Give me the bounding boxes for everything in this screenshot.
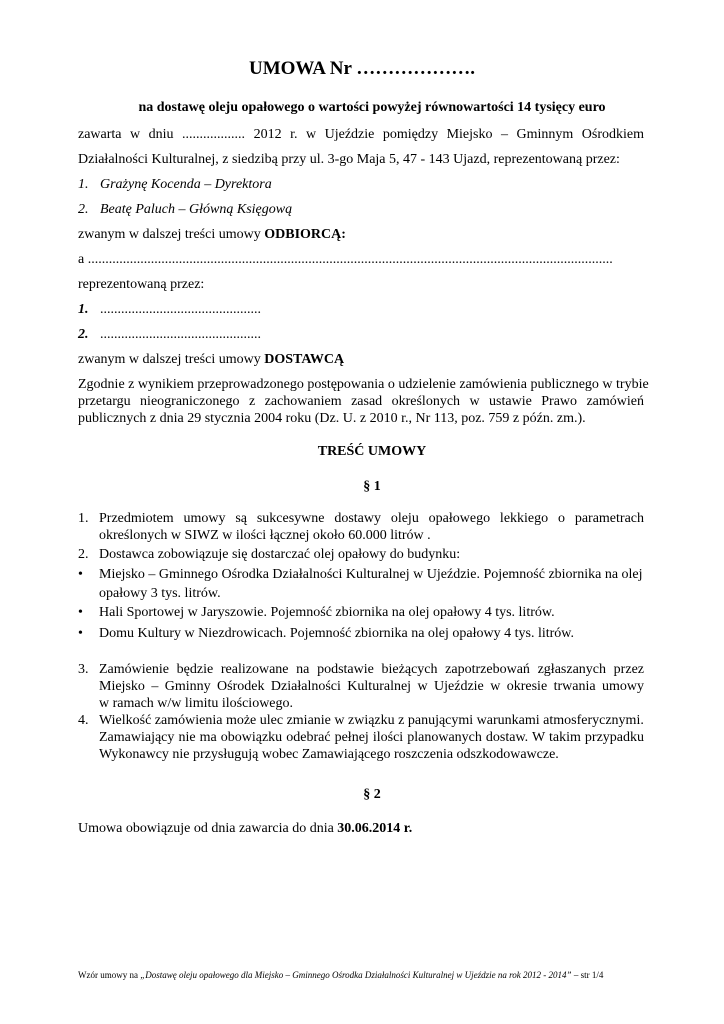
item-4-line-1: Wielkość zamówienia może ulec zmianie w związku z panującymi warunkami atmosferycznymi.	[99, 713, 644, 728]
recipient-rep-2: Beatę Paluch – Główną Księgową	[100, 202, 293, 217]
intro-line-1: zawarta w dniu .................. 2012 r. w Ujeździe pomiędzy Miejsko – Gminnym Ośrodkiem	[78, 127, 644, 142]
bullet-1-line-2: opałowy 3 tys. litrów.	[99, 586, 221, 601]
basis-line-2: przetargu nieograniczonego z zachowaniem zasad określonych w ustawie Prawo zamówień	[78, 394, 644, 409]
supplier-rep-2: ..............................................	[100, 327, 261, 342]
item-1-line-2: określonych w SIWZ w ilości łącznej około 60.000 litrów .	[99, 528, 431, 543]
item-3-line-2: Miejsko – Gminny Ośrodek Działalności Kulturalnej w Ujeździe w okresie trwania umowy	[99, 679, 644, 694]
supplier-rep-2-num: 2.	[78, 327, 89, 342]
bullet-icon: •	[78, 626, 83, 641]
paragraph-2-heading: § 2	[363, 787, 381, 802]
document-title: UMOWA Nr ……………….	[248, 58, 476, 79]
item-4-line-3: Wykonawcy nie przysługują wobec Zamawiającego roszczenia odszkodowawcze.	[99, 747, 559, 762]
bullet-2-line-1: Hali Sportowej w Jaryszowie. Pojemność zbiornika na olej opałowy 4 tys. litrów.	[99, 605, 555, 620]
item-1-num: 1.	[78, 511, 89, 526]
supplier-label: zwanym w dalszej treści umowy DOSTAWCĄ	[78, 352, 345, 367]
document-subtitle: na dostawę oleju opałowego o wartości powyżej równowartości 14 tysięcy euro	[138, 100, 606, 115]
item-3-line-1: Zamówienie będzie realizowane na podstawie bieżących zapotrzebowań zgłaszanych przez	[99, 662, 644, 677]
supplier-line: a ......................................................................................................................................................	[78, 252, 613, 267]
item-4-num: 4.	[78, 713, 89, 728]
basis-line-3: publicznych z dnia 29 stycznia 2004 roku (Dz. U. z 2010 r., Nr 113, poz. 759 z późn. zm.).	[78, 411, 586, 426]
item-2-num: 2.	[78, 547, 89, 562]
item-4-line-2: Zamawiający nie ma obowiązku odebrać pełnej ilości planowanych dostaw. W takim przypadku	[99, 730, 644, 745]
supplier-rep-1-num: 1.	[78, 302, 89, 317]
bullet-1-line-1: Miejsko – Gminnego Ośrodka Działalności Kulturalnej w Ujeździe. Pojemność zbiornika na olej	[99, 567, 643, 582]
recipient-rep-1: Grażynę Kocenda – Dyrektora	[100, 177, 272, 192]
item-3-num: 3.	[78, 662, 89, 677]
item-2-text: Dostawca zobowiązuje się dostarczać olej opałowy do budynku:	[99, 547, 461, 562]
page-footer: Wzór umowy na „Dostawę oleju opałowego dla Miejsko – Gminnego Ośrodka Działalności Kulturalnej w Ujeździe na rok 2012 - 2014” – str 1/4	[78, 970, 604, 980]
paragraph-2-text: Umowa obowiązuje od dnia zawarcia do dnia 30.06.2014 r.	[78, 821, 413, 836]
paragraph-1-heading: § 1	[363, 479, 381, 494]
item-1-line-1: Przedmiotem umowy są sukcesywne dostawy oleju opałowego lekkiego o parametrach	[99, 511, 644, 526]
bullet-icon: •	[78, 567, 83, 582]
basis-line-1: Zgodnie z wynikiem przeprowadzonego postępowania o udzielenie zamówienia publicznego w trybie	[78, 377, 649, 392]
intro-line-2: Działalności Kulturalnej, z siedzibą przy ul. 3-go Maja 5, 47 - 143 Ujazd, reprezentowaną przez:	[78, 152, 620, 167]
recipient-rep-1-num: 1.	[78, 177, 89, 192]
bullet-icon: •	[78, 605, 83, 620]
recipient-label: zwanym w dalszej treści umowy ODBIORCĄ:	[78, 227, 346, 242]
supplier-represented: reprezentowaną przez:	[78, 277, 205, 292]
bullet-3-line-1: Domu Kultury w Niezdrowicach. Pojemność zbiornika na olej opałowy 4 tys. litrów.	[99, 626, 574, 641]
recipient-rep-2-num: 2.	[78, 202, 89, 217]
item-3-line-3: w ramach w/w limitu ilościowego.	[99, 696, 294, 711]
supplier-rep-1: ..............................................	[100, 302, 261, 317]
section-title: TREŚĆ UMOWY	[317, 444, 427, 459]
